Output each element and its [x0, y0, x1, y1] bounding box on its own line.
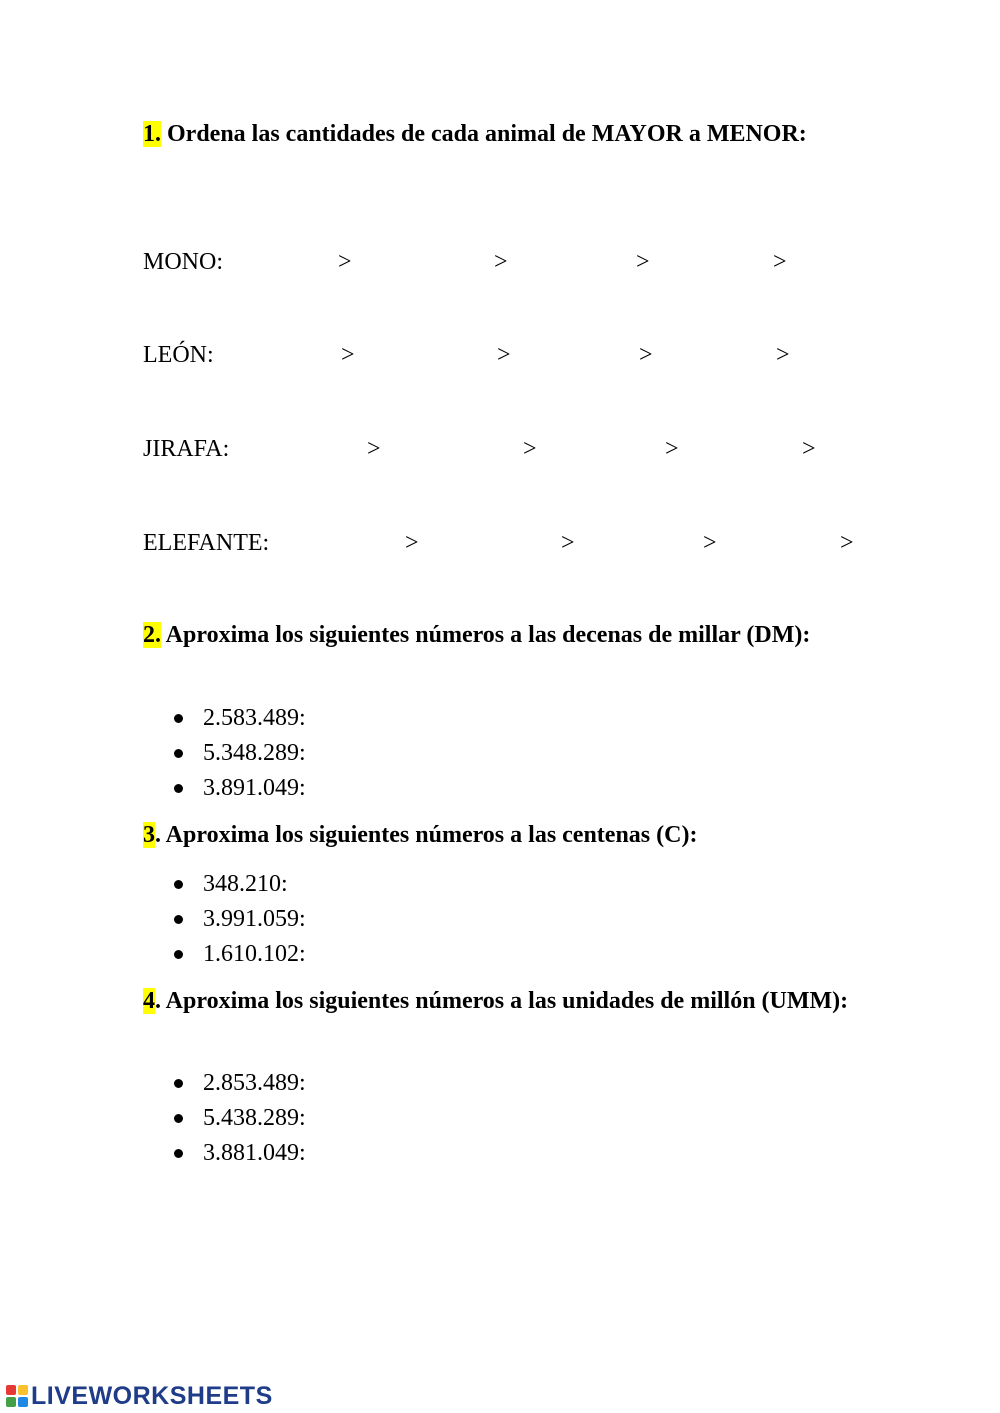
order-row-jirafa	[143, 432, 863, 466]
logo-square	[6, 1397, 16, 1407]
bullet-icon	[174, 714, 183, 723]
animal-label: LEÓN:	[143, 342, 214, 368]
list-item: 3.991.059:	[172, 902, 306, 937]
question-number: 2.	[143, 622, 161, 648]
greater-than-sign: >	[639, 342, 653, 368]
bullet-icon	[174, 880, 183, 889]
greater-than-sign: >	[497, 342, 511, 368]
greater-than-sign: >	[703, 530, 717, 556]
greater-than-sign: >	[367, 436, 381, 462]
question-text: Aproxima los siguientes números a las decenas de millar (DM):	[161, 622, 811, 648]
order-row-leon	[143, 338, 863, 372]
list-item: 2.583.489:	[172, 701, 306, 736]
greater-than-sign: >	[636, 249, 650, 275]
list-item: 3.891.049:	[172, 771, 306, 806]
question-number: 3	[143, 822, 155, 848]
greater-than-sign: >	[341, 342, 355, 368]
list-item: 1.610.102:	[172, 937, 306, 972]
question-4	[143, 984, 855, 1018]
question-text: . Aproxima los siguientes números a las unidades de millón (UMM):	[155, 988, 849, 1014]
question-number: 4	[143, 988, 155, 1014]
order-row-elefante	[143, 526, 863, 560]
bullet-icon	[174, 915, 183, 924]
list-item: 5.348.289:	[172, 736, 306, 771]
list-item: 348.210:	[172, 867, 306, 902]
greater-than-sign: >	[561, 530, 575, 556]
list-item: 5.438.289:	[172, 1101, 306, 1136]
logo-text: LIVEWORKSHEETS	[31, 1381, 273, 1410]
bullet-icon	[174, 1114, 183, 1123]
liveworksheets-logo[interactable]	[6, 1382, 273, 1410]
list-item: 3.881.049:	[172, 1136, 306, 1171]
greater-than-sign: >	[840, 530, 854, 556]
number-list	[172, 701, 306, 806]
animal-label: JIRAFA:	[143, 436, 230, 462]
greater-than-sign: >	[405, 530, 419, 556]
logo-square	[18, 1385, 28, 1395]
logo-square	[6, 1385, 16, 1395]
bullet-icon	[174, 784, 183, 793]
greater-than-sign: >	[665, 436, 679, 462]
greater-than-sign: >	[773, 249, 787, 275]
question-1	[143, 117, 855, 151]
order-row-mono	[143, 245, 863, 279]
animal-label: MONO:	[143, 249, 224, 275]
bullet-icon	[174, 1079, 183, 1088]
question-text: . Aproxima los siguientes números a las centenas (C):	[155, 822, 698, 848]
bullet-icon	[174, 1149, 183, 1158]
greater-than-sign: >	[338, 249, 352, 275]
number-list	[172, 867, 306, 972]
question-text: Ordena las cantidades de cada animal de MAYOR a MENOR:	[161, 121, 807, 147]
animal-label: ELEFANTE:	[143, 530, 270, 556]
logo-mark-icon	[6, 1385, 28, 1407]
list-item: 2.853.489:	[172, 1066, 306, 1101]
greater-than-sign: >	[494, 249, 508, 275]
logo-square	[18, 1397, 28, 1407]
bullet-icon	[174, 950, 183, 959]
question-number: 1.	[143, 121, 161, 147]
greater-than-sign: >	[802, 436, 816, 462]
question-2	[143, 618, 855, 652]
question-3	[143, 818, 855, 852]
bullet-icon	[174, 749, 183, 758]
greater-than-sign: >	[776, 342, 790, 368]
number-list	[172, 1066, 306, 1171]
greater-than-sign: >	[523, 436, 537, 462]
